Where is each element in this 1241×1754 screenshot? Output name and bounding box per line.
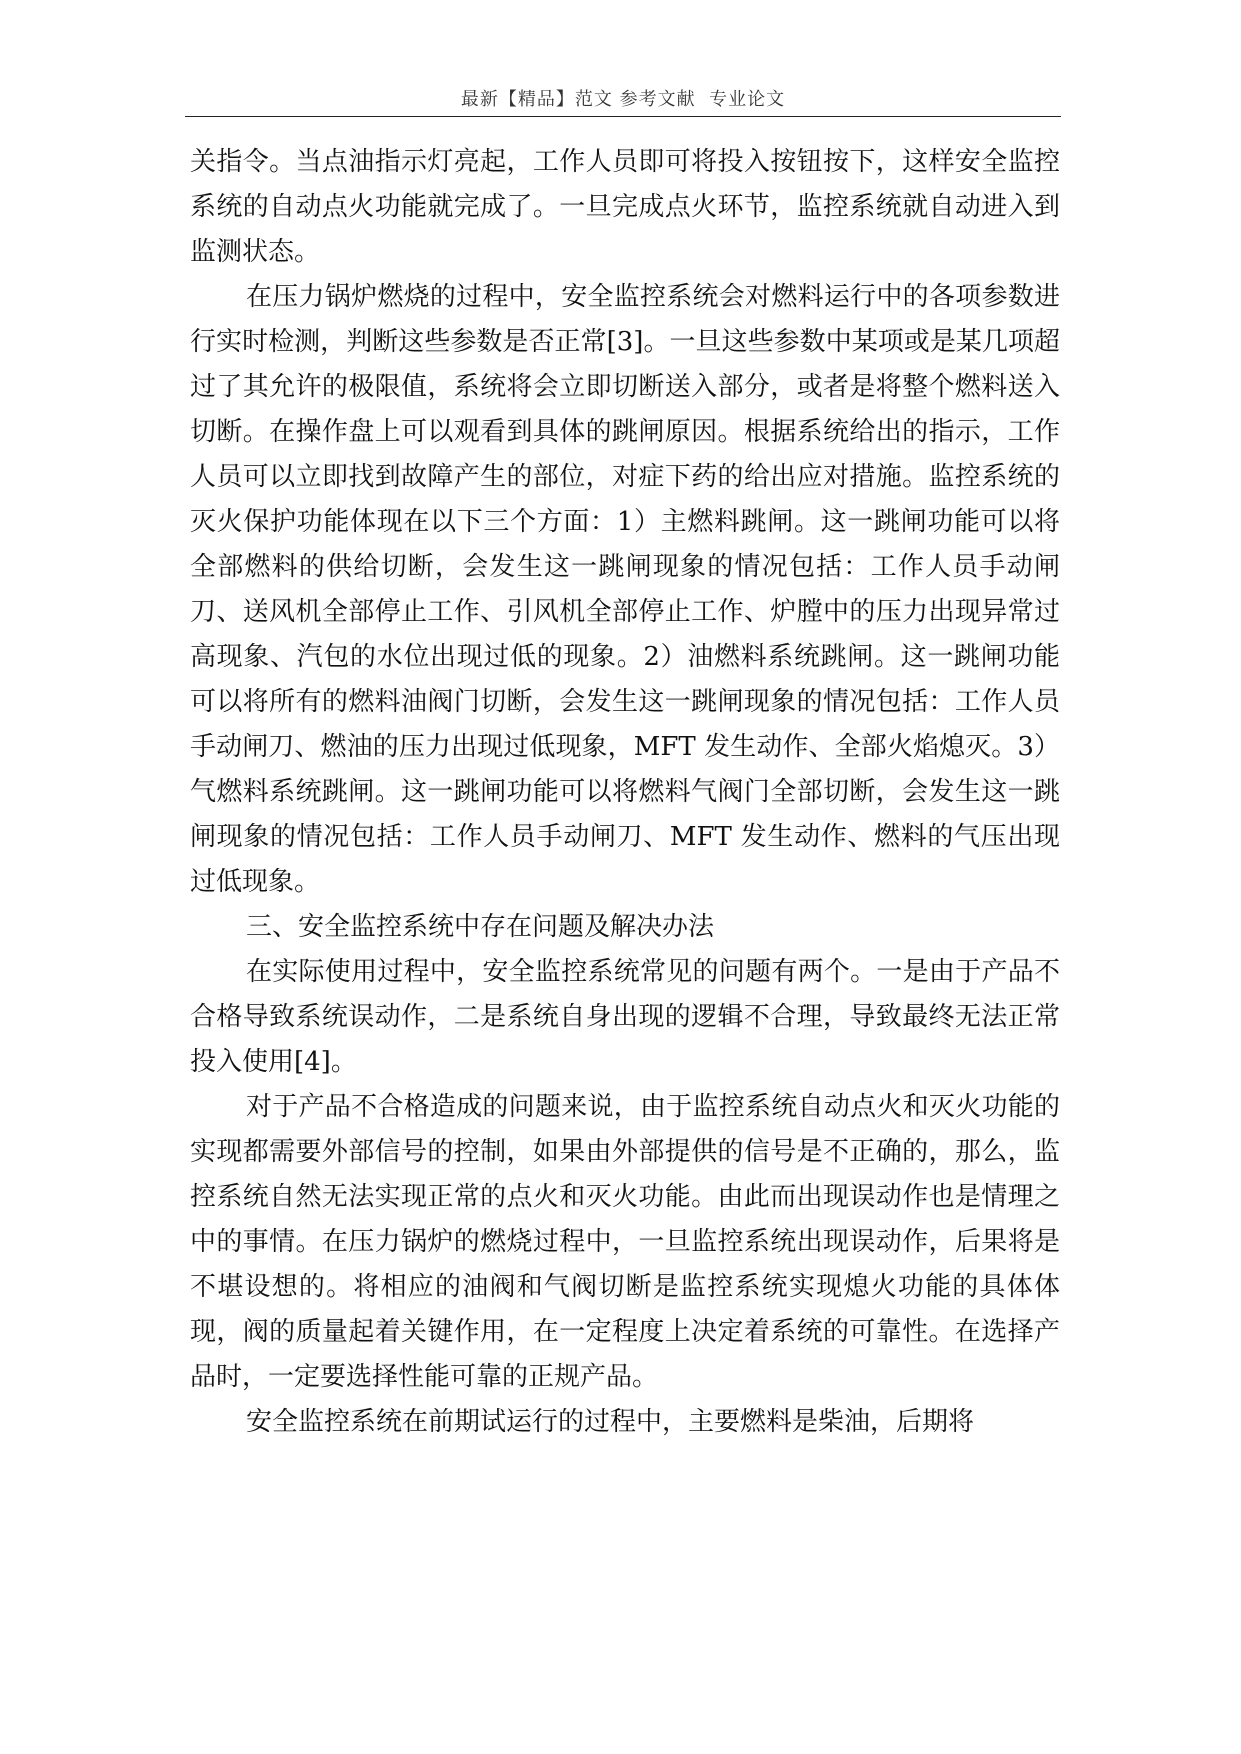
header-divider xyxy=(185,116,1061,117)
paragraph-trial-run: 安全监控系统在前期试运行的过程中，主要燃料是柴油，后期将 xyxy=(246,1407,975,1437)
page-header: 最新【精品】范文 参考文献 专业论文 xyxy=(460,89,786,110)
paragraph-flame-protection: 在压力锅炉燃烧的过程中，安全监控系统会对燃料运行中的各项参数进行实时检测，判断这些参数是否正常[3]。一旦这些参数中某项或是某几项超过了其允许的极限值，系统将会立即切断送入部分，或者是将整个燃料送入切断。在操作盘上可以观看到具体的跳闸原因。根据系统给出的指示，工作人员可以立即找到故障产生的部位，对症下药的给出应对措施。监控系统的灭火保护功能体现在以下三个方面：1）主燃料跳闸。这一跳闸功能可以将全部燃料的供给切断，会发生这一跳闸现象的情况包括：工作人员手动闸刀、送风机全部停止工作、引风机全部停止工作、炉膛中的压力出现异常过高现象、汽包的水位出现过低的现象。2）油燃料系统跳闸。这一跳闸功能可以将所有的燃料油阀门切断，会发生这一跳闸现象的情况包括：工作人员手动闸刀、燃油的压力出现过低现象，MFT 发生动作、全部火焰熄灭。3）气燃料系统跳闸。这一跳闸功能可以将燃料气阀门全部切断，会发生这一跳闸现象的情况包括：工作人员手动闸刀、MFT 发生动作、燃料的气压出现过低现象。 xyxy=(190,282,1060,897)
document-body xyxy=(190,140,1060,1445)
paragraph-common-problems: 在实际使用过程中，安全监控系统常见的问题有两个。一是由于产品不合格导致系统误动作，二是系统自身出现的逻辑不合理，导致最终无法正常投入使用[4]。 xyxy=(190,957,1060,1077)
paragraph-product-quality: 对于产品不合格造成的问题来说，由于监控系统自动点火和灭火功能的实现都需要外部信号的控制，如果由外部提供的信号是不正确的，那么，监控系统自然无法实现正常的点火和灭火功能。由此而出现误动作也是情理之中的事情。在压力锅炉的燃烧过程中，一旦监控系统出现误动作，后果将是不堪设想的。将相应的油阀和气阀切断是监控系统实现熄火功能的具体体现，阀的质量起着关键作用，在一定程度上决定着系统的可靠性。在选择产品时，一定要选择性能可靠的正规产品。 xyxy=(190,1092,1060,1392)
section-heading: 三、安全监控系统中存在问题及解决办法 xyxy=(246,912,715,942)
paragraph-continuation: 关指令。当点油指示灯亮起，工作人员即可将投入按钮按下，这样安全监控系统的自动点火功能就完成了。一旦完成点火环节，监控系统就自动进入到监测状态。 xyxy=(190,147,1060,267)
